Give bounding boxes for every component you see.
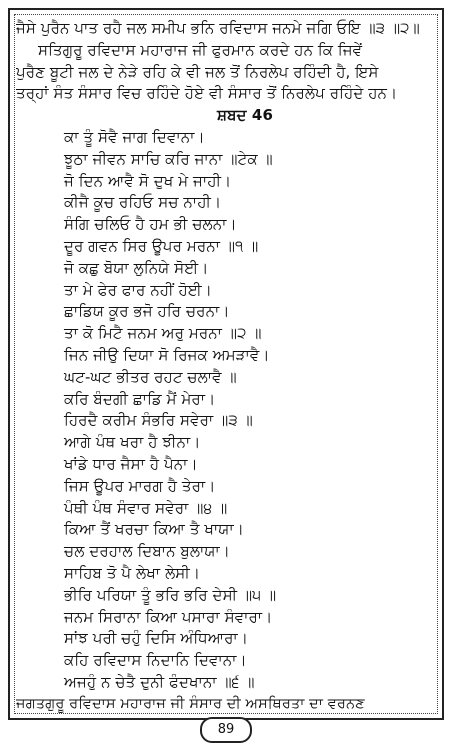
verse-line: ਕੀਜੈ ਕੂਚ ਰਹਿਓ ਸਚ ਨਾਹੀ। <box>64 193 222 212</box>
verse-line: ਛਾਡਿਯ ਕੂਰ ਭਜੋ ਹਰਿ ਚਰਨਾ। <box>64 302 230 321</box>
verse-line: ਪੰਥੀ ਪੰਥ ਸੰਵਾਰ ਸਵੇਰਾ ॥੪ ॥ <box>64 498 228 517</box>
page-number: 89 <box>200 717 252 743</box>
verse-line: ਝੂਠਾ ਜੀਵਨ ਸਾਚਿ ਕਰਿ ਜਾਨਾ ॥ਟੇਕ ॥ <box>64 149 273 168</box>
verse-line: ਸਾਂਝ ਪਰੀ ਚਹੁੰ ਦਿਸਿ ਅੰਧਿਆਰਾ। <box>64 629 249 648</box>
closing-verse-line: ਜੈਸੇ ਪੁਰੈਨ ਪਾਤ ਰਹੈ ਜਲ ਸਮੀਪ ਭਨਿ ਰਵਿਦਾਸ ਜਨਮੇ ਜਗਿ ਓਇ ॥੩ ॥੨॥ <box>16 19 420 37</box>
verse-line: ਕਿਆ ਤੈਂ ਖਰਚਾ ਕਿਆ ਤੈ ਖਾਯਾ। <box>64 520 244 539</box>
verse-line: ਆਗੇ ਪੰਥ ਖਰਾ ਹੈ ਝੀਨਾ। <box>64 433 201 452</box>
verse-line: ਜੋ ਦਿਨ ਆਵੈ ਸੋ ਦੁਖ ਮੇ ਜਾਹੀ। <box>64 171 232 190</box>
verse-line: ਚਲ ਦਰਹਾਲ ਦਿਬਾਨ ਬੁਲਾਯਾ। <box>64 542 231 561</box>
verse-line: ਤਾ ਕੋ ਮਿਟੈ ਜਨਮ ਅਰੁ ਮਰਨਾ ॥੨ ॥ <box>64 324 262 343</box>
verse-line: ਦੂਰ ਗਵਨ ਸਿਰ ਊਪਰ ਮਰਨਾ ॥੧ ॥ <box>64 236 259 255</box>
explanation-line-2: ਪੁਰੈਣ ਬੂਟੀ ਜਲ ਦੇ ਨੇੜੇ ਰਹਿ ਕੇ ਵੀ ਜਲ ਤੋਂ ਨਿਰਲੇਪ ਰਹਿੰਦੀ ਹੈ, ਇਸੇ <box>16 62 379 81</box>
explanation-line-3: ਤਰ੍ਹਾਂ ਸੰਤ ਸੰਸਾਰ ਵਿਚ ਰਹਿੰਦੇ ਹੋਏ ਵੀ ਸੰਸਾਰ ਤੋਂ ਨਿਰਲੇਪ ਰਹਿੰਦੇ ਹਨ। <box>16 84 398 103</box>
verse-line: ਭੀਰਿ ਪਰਿਯਾ ਤੂੰ ਭਰਿ ਭਰਿ ਦੇਸੀ ॥੫ ॥ <box>64 585 277 604</box>
verse-line: ਤਾ ਮੇ ਫੇਰ ਫਾਰ ਨਹੀਂ ਹੋਈ। <box>64 280 213 299</box>
verse-line: ਜਨਮ ਸਿਰਾਨਾ ਕਿਆ ਪਸਾਰਾ ਸੰਵਾਰਾ। <box>64 607 273 626</box>
verse-line: ਕਹਿ ਰਵਿਦਾਸ ਨਿਦਾਨਿ ਦਿਵਾਨਾ। <box>64 651 247 670</box>
explanation-line-1: ਸਤਿਗੁਰੂ ਰਵਿਦਾਸ ਮਹਾਰਾਜ ਜੀ ਫੁਰਮਾਨ ਕਰਦੇ ਹਨ ਕਿ ਜਿਵੇਂ <box>38 40 363 59</box>
verse-line: ਜੋ ਕਛੁ ਬੋਯਾ ਲੁਨਿਯੇ ਸੋਈ। <box>64 258 209 277</box>
verse-line: ਘਟ-ਘਟ ਭੀਤਰ ਰਹਟ ਚਲਾਵੈ ॥ <box>64 367 237 386</box>
verse-line: ਸੰਗਿ ਚਲਿਓ ਹੈ ਹਮ ਭੀ ਚਲਨਾ। <box>64 215 237 234</box>
verse-line: ਕਰਿ ਬੰਦਗੀ ਛਾਡਿ ਮੈਂ ਮੇਰਾ। <box>64 389 216 408</box>
shabad-heading: ਸ਼ਬਦ 46 <box>217 106 273 125</box>
verse-line: ਕਾ ਤੂੰ ਸੋਵੈ ਜਾਗ ਦਿਵਾਨਾ। <box>64 127 205 146</box>
description-line: ਜਗਤਗੁਰੂ ਰਵਿਦਾਸ ਮਹਾਰਾਜ ਜੀ ਸੰਸਾਰ ਦੀ ਅਸਥਿਰਤਾ ਦਾ ਵਰਨਣ <box>16 695 365 712</box>
page-text <box>16 18 434 716</box>
verse-line: ਅਜਹੁੰ ਨ ਚੇਤੈ ਦੁਨੀ ਫੰਦਖਾਨਾ ॥੬ ॥ <box>64 672 255 691</box>
verse-line: ਜਿਸ ਊਪਰ ਮਾਰਗ ਹੈ ਤੇਰਾ। <box>64 476 216 495</box>
verse-line: ਹਿਰਦੈ ਕਰੀਮ ਸੰਭਰਿ ਸਵੇਰਾ ॥੩ ॥ <box>64 411 253 430</box>
verse-line: ਸਾਹਿਬ ਤੋ ਪੈ ਲੇਖਾ ਲੇਸੀ। <box>64 563 201 582</box>
verse-line: ਜਿਨ ਜੀਉ ਦਿਯਾ ਸੋ ਰਿਜਕ ਅਮੜਾਵੈ। <box>64 345 270 364</box>
verse-line: ਖਾਂਡੇ ਧਾਰ ਜੈਸਾ ਹੈ ਪੈਨਾ। <box>64 454 198 473</box>
